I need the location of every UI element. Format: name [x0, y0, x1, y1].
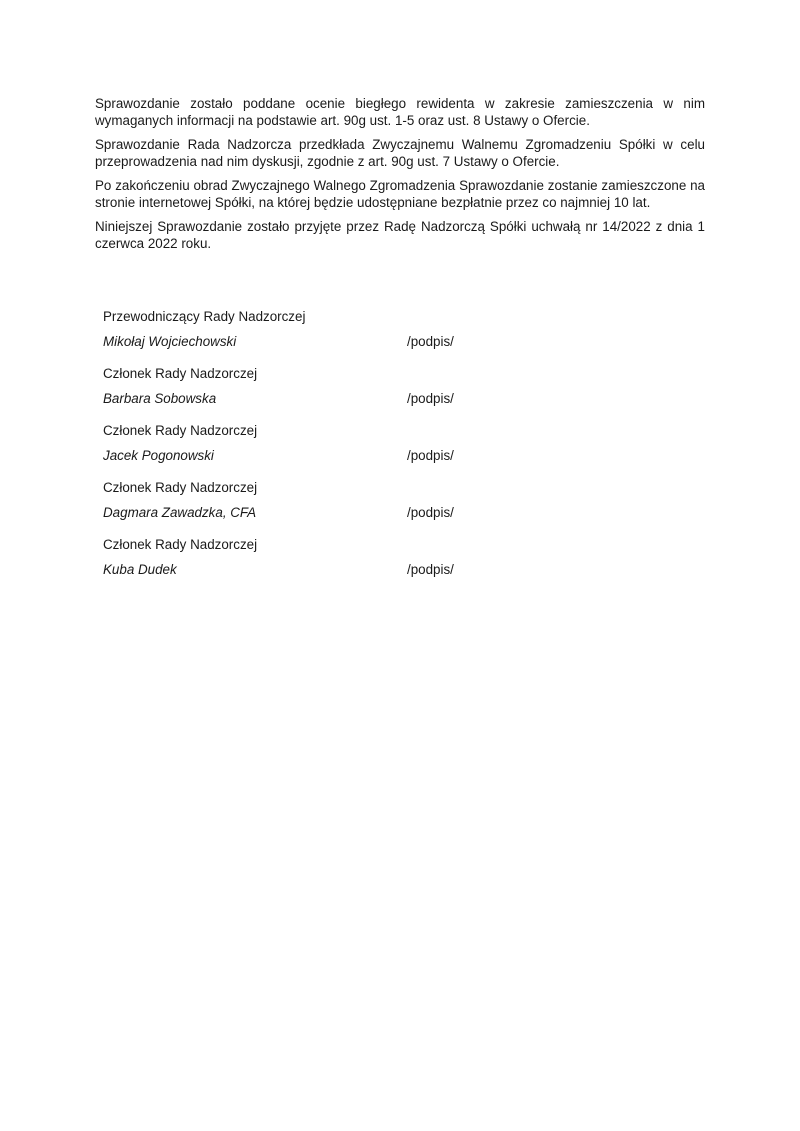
signature-mark: /podpis/: [407, 391, 454, 406]
signature-list: [103, 308, 603, 593]
signatory-name: Barbara Sobowska: [103, 391, 217, 406]
signature-mark: /podpis/: [407, 448, 454, 463]
paragraph-submission: Sprawozdanie Rada Nadzorcza przedkłada Zwyczajnemu Walnemu Zgromadzeniu Spółki w celu przeprowadzenia nad nim dyskusji, zgodnie z art. 90g ust. 7 Ustawy o Ofercie.: [95, 137, 705, 169]
signature-block: [103, 536, 603, 593]
paragraph-auditor-review: Sprawozdanie zostało poddane ocenie biegłego rewidenta w zakresie zamieszczenia w nim wymaganych informacji na podstawie art. 90g ust. 1-5 oraz ust. 8 Ustawy o Ofercie.: [95, 96, 705, 128]
signature-mark: /podpis/: [407, 562, 454, 577]
signatory-role: Członek Rady Nadzorczej: [103, 366, 258, 381]
signatory-role: Przewodniczący Rady Nadzorczej: [103, 309, 306, 324]
signatory-name: Dagmara Zawadzka, CFA: [103, 505, 257, 520]
signatory-name: Kuba Dudek: [103, 562, 177, 577]
signatory-role: Członek Rady Nadzorczej: [103, 480, 258, 495]
signature-mark: /podpis/: [407, 505, 454, 520]
signatory-role: Członek Rady Nadzorczej: [103, 423, 258, 438]
signature-block: [103, 365, 603, 422]
signature-block: [103, 422, 603, 479]
signatory-role: Członek Rady Nadzorczej: [103, 537, 258, 552]
signature-block: [103, 479, 603, 536]
paragraph-publication: Po zakończeniu obrad Zwyczajnego Walnego Zgromadzenia Sprawozdanie zostanie zamieszczone na stronie internetowej Spółki, na której będzie udostępniane bezpłatnie przez co najmniej 10 lat.: [95, 178, 705, 210]
signature-mark: /podpis/: [407, 334, 454, 349]
signature-block: [103, 308, 603, 365]
signatory-name: Mikołaj Wojciechowski: [103, 334, 237, 349]
report-body: [95, 95, 705, 259]
signatory-name: Jacek Pogonowski: [103, 448, 214, 463]
paragraph-adoption: Niniejszej Sprawozdanie zostało przyjęte przez Radę Nadzorczą Spółki uchwałą nr 14/2022 z dnia 1 czerwca 2022 roku.: [95, 219, 705, 251]
